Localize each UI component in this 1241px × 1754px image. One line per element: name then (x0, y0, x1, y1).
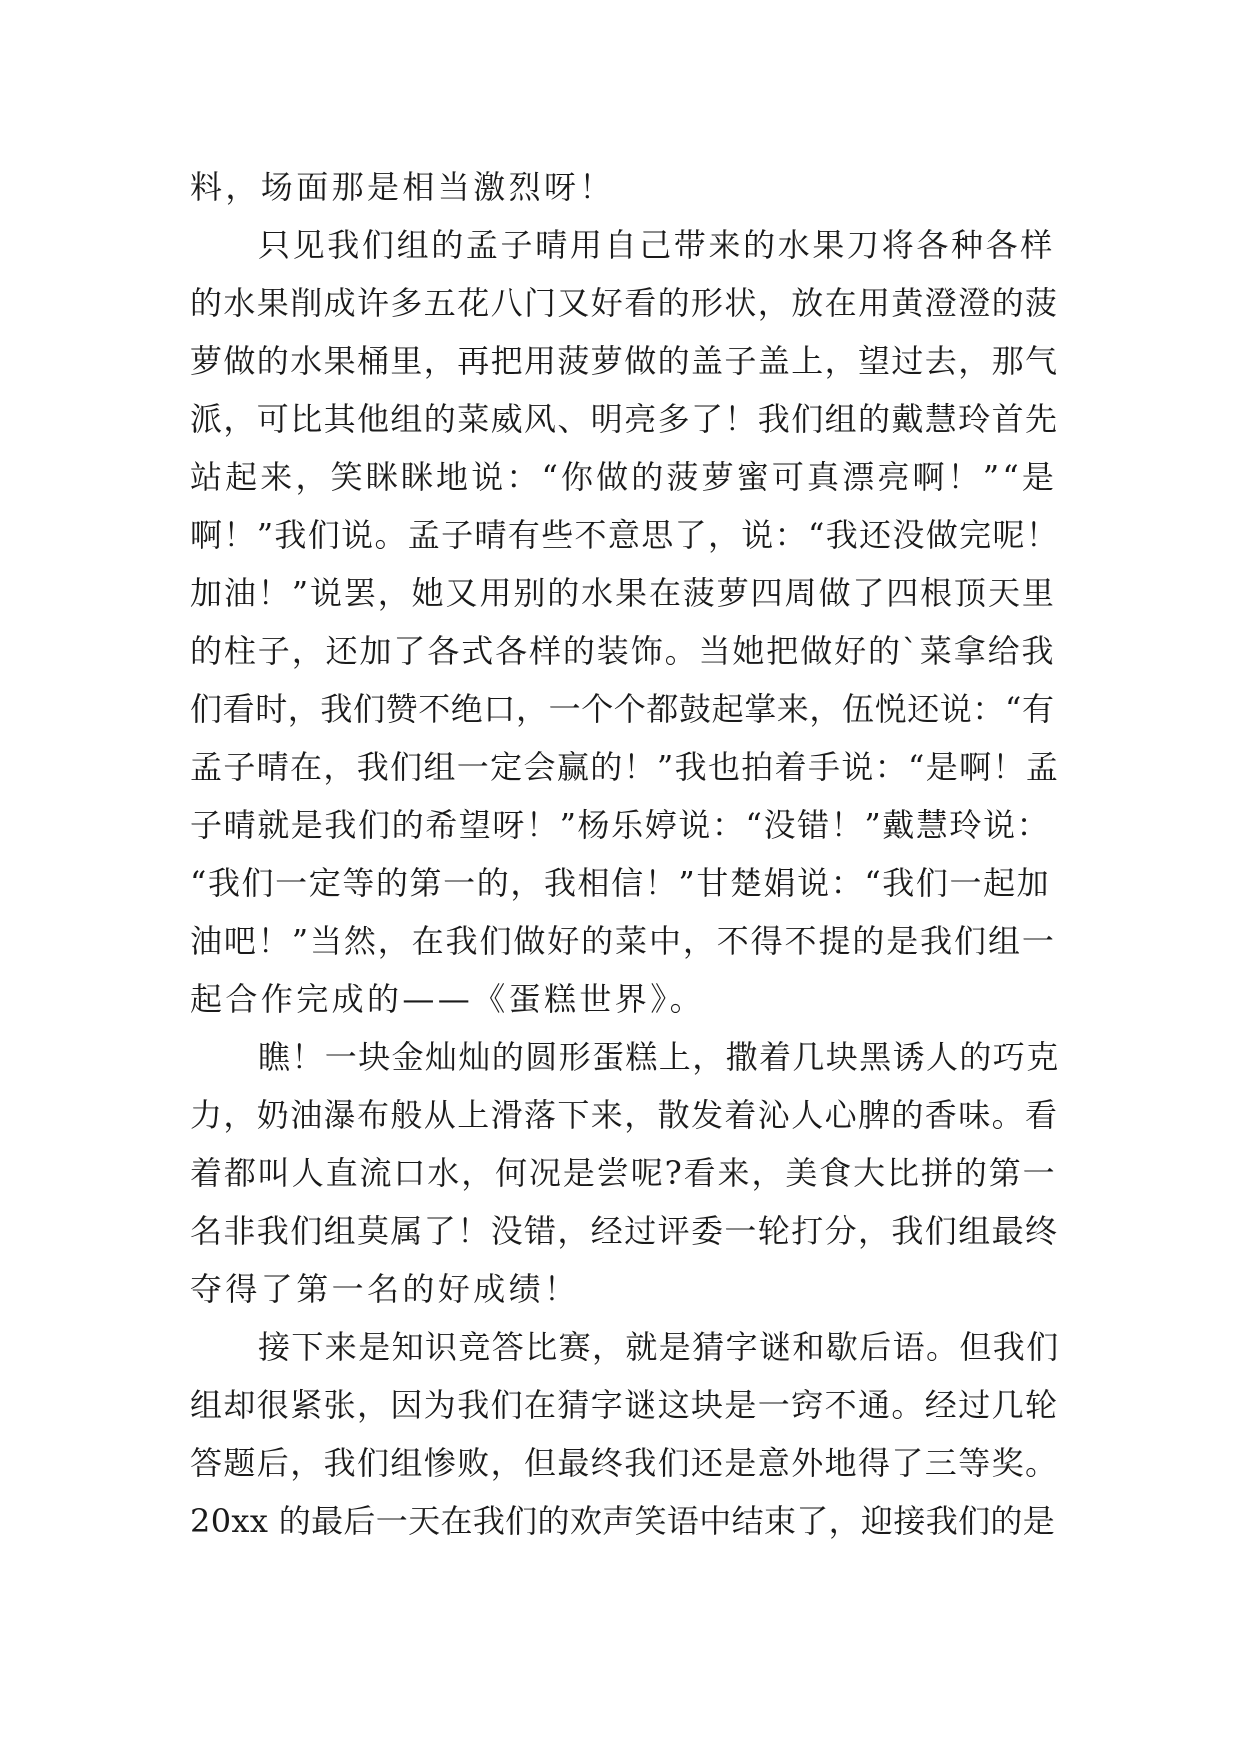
paragraph-start-line: 瞧！一块金灿灿的圆形蛋糕上，撒着几块黑诱人的巧克 (258, 1038, 1060, 1076)
text-line: 派，可比其他组的菜威风、明亮多了！我们组的戴慧玲首先 (190, 400, 1059, 438)
text-line: 力，奶油瀑布般从上滑落下来，散发着沁人心脾的香味。看 (190, 1096, 1059, 1134)
text-line: 站起来，笑眯眯地说：“你做的菠萝蜜可真漂亮啊！”“是 (190, 458, 1057, 496)
text-line: 的柱子，还加了各式各样的装饰。当她把做好的`菜拿给我 (190, 632, 1056, 670)
text-line: 着都叫人直流口水，何况是尝呢?看来，美食大比拼的第一 (190, 1154, 1057, 1192)
text-line: 夺得了第一名的好成绩！ (190, 1270, 580, 1308)
text-line: 的水果削成许多五花八门又好看的形状，放在用黄澄澄的菠 (190, 284, 1059, 322)
text-line: 啊！”我们说。孟子晴有些不意思了，说：“我还没做完呢！ (190, 516, 1060, 554)
text-line: 加油！”说罢，她又用别的水果在菠萝四周做了四根顶天里 (190, 574, 1056, 612)
text-line: “我们一定等的第一的，我相信！”甘楚娟说：“我们一起加 (190, 864, 1051, 902)
paragraph-start-line: 只见我们组的孟子晴用自己带来的水果刀将各种各样 (258, 226, 1055, 264)
text-line: 20xx 的最后一天在我们的欢声笑语中结束了，迎接我们的是 (190, 1502, 1056, 1540)
text-line: 萝做的水果桶里，再把用菠萝做的盖子盖上，望过去，那气 (190, 342, 1059, 380)
paragraph-start-line: 接下来是知识竞答比赛，就是猜字谜和歇后语。但我们 (258, 1328, 1060, 1366)
text-line: 答题后，我们组惨败，但最终我们还是意外地得了三等奖。 (190, 1444, 1059, 1482)
text-line: 料，场面那是相当激烈呀！ (190, 168, 615, 206)
text-line: 子晴就是我们的希望呀！”杨乐婷说：“没错！”戴慧玲说： (190, 806, 1051, 844)
text-line: 油吧！”当然，在我们做好的菜中，不得不提的是我们组一 (190, 922, 1056, 960)
text-line: 名非我们组莫属了！没错，经过评委一轮打分，我们组最终 (190, 1212, 1059, 1250)
body-text (190, 158, 1060, 1550)
text-line: 们看时，我们赞不绝口，一个个都鼓起掌来，伍悦还说：“有 (190, 690, 1055, 728)
text-line: 组却很紧张，因为我们在猜字谜这块是一窍不通。经过几轮 (190, 1386, 1059, 1424)
text-line: 孟子晴在，我们组一定会赢的！”我也拍着手说：“是啊！孟 (190, 748, 1060, 786)
text-line: 起合作完成的——《蛋糕世界》。 (190, 980, 706, 1018)
